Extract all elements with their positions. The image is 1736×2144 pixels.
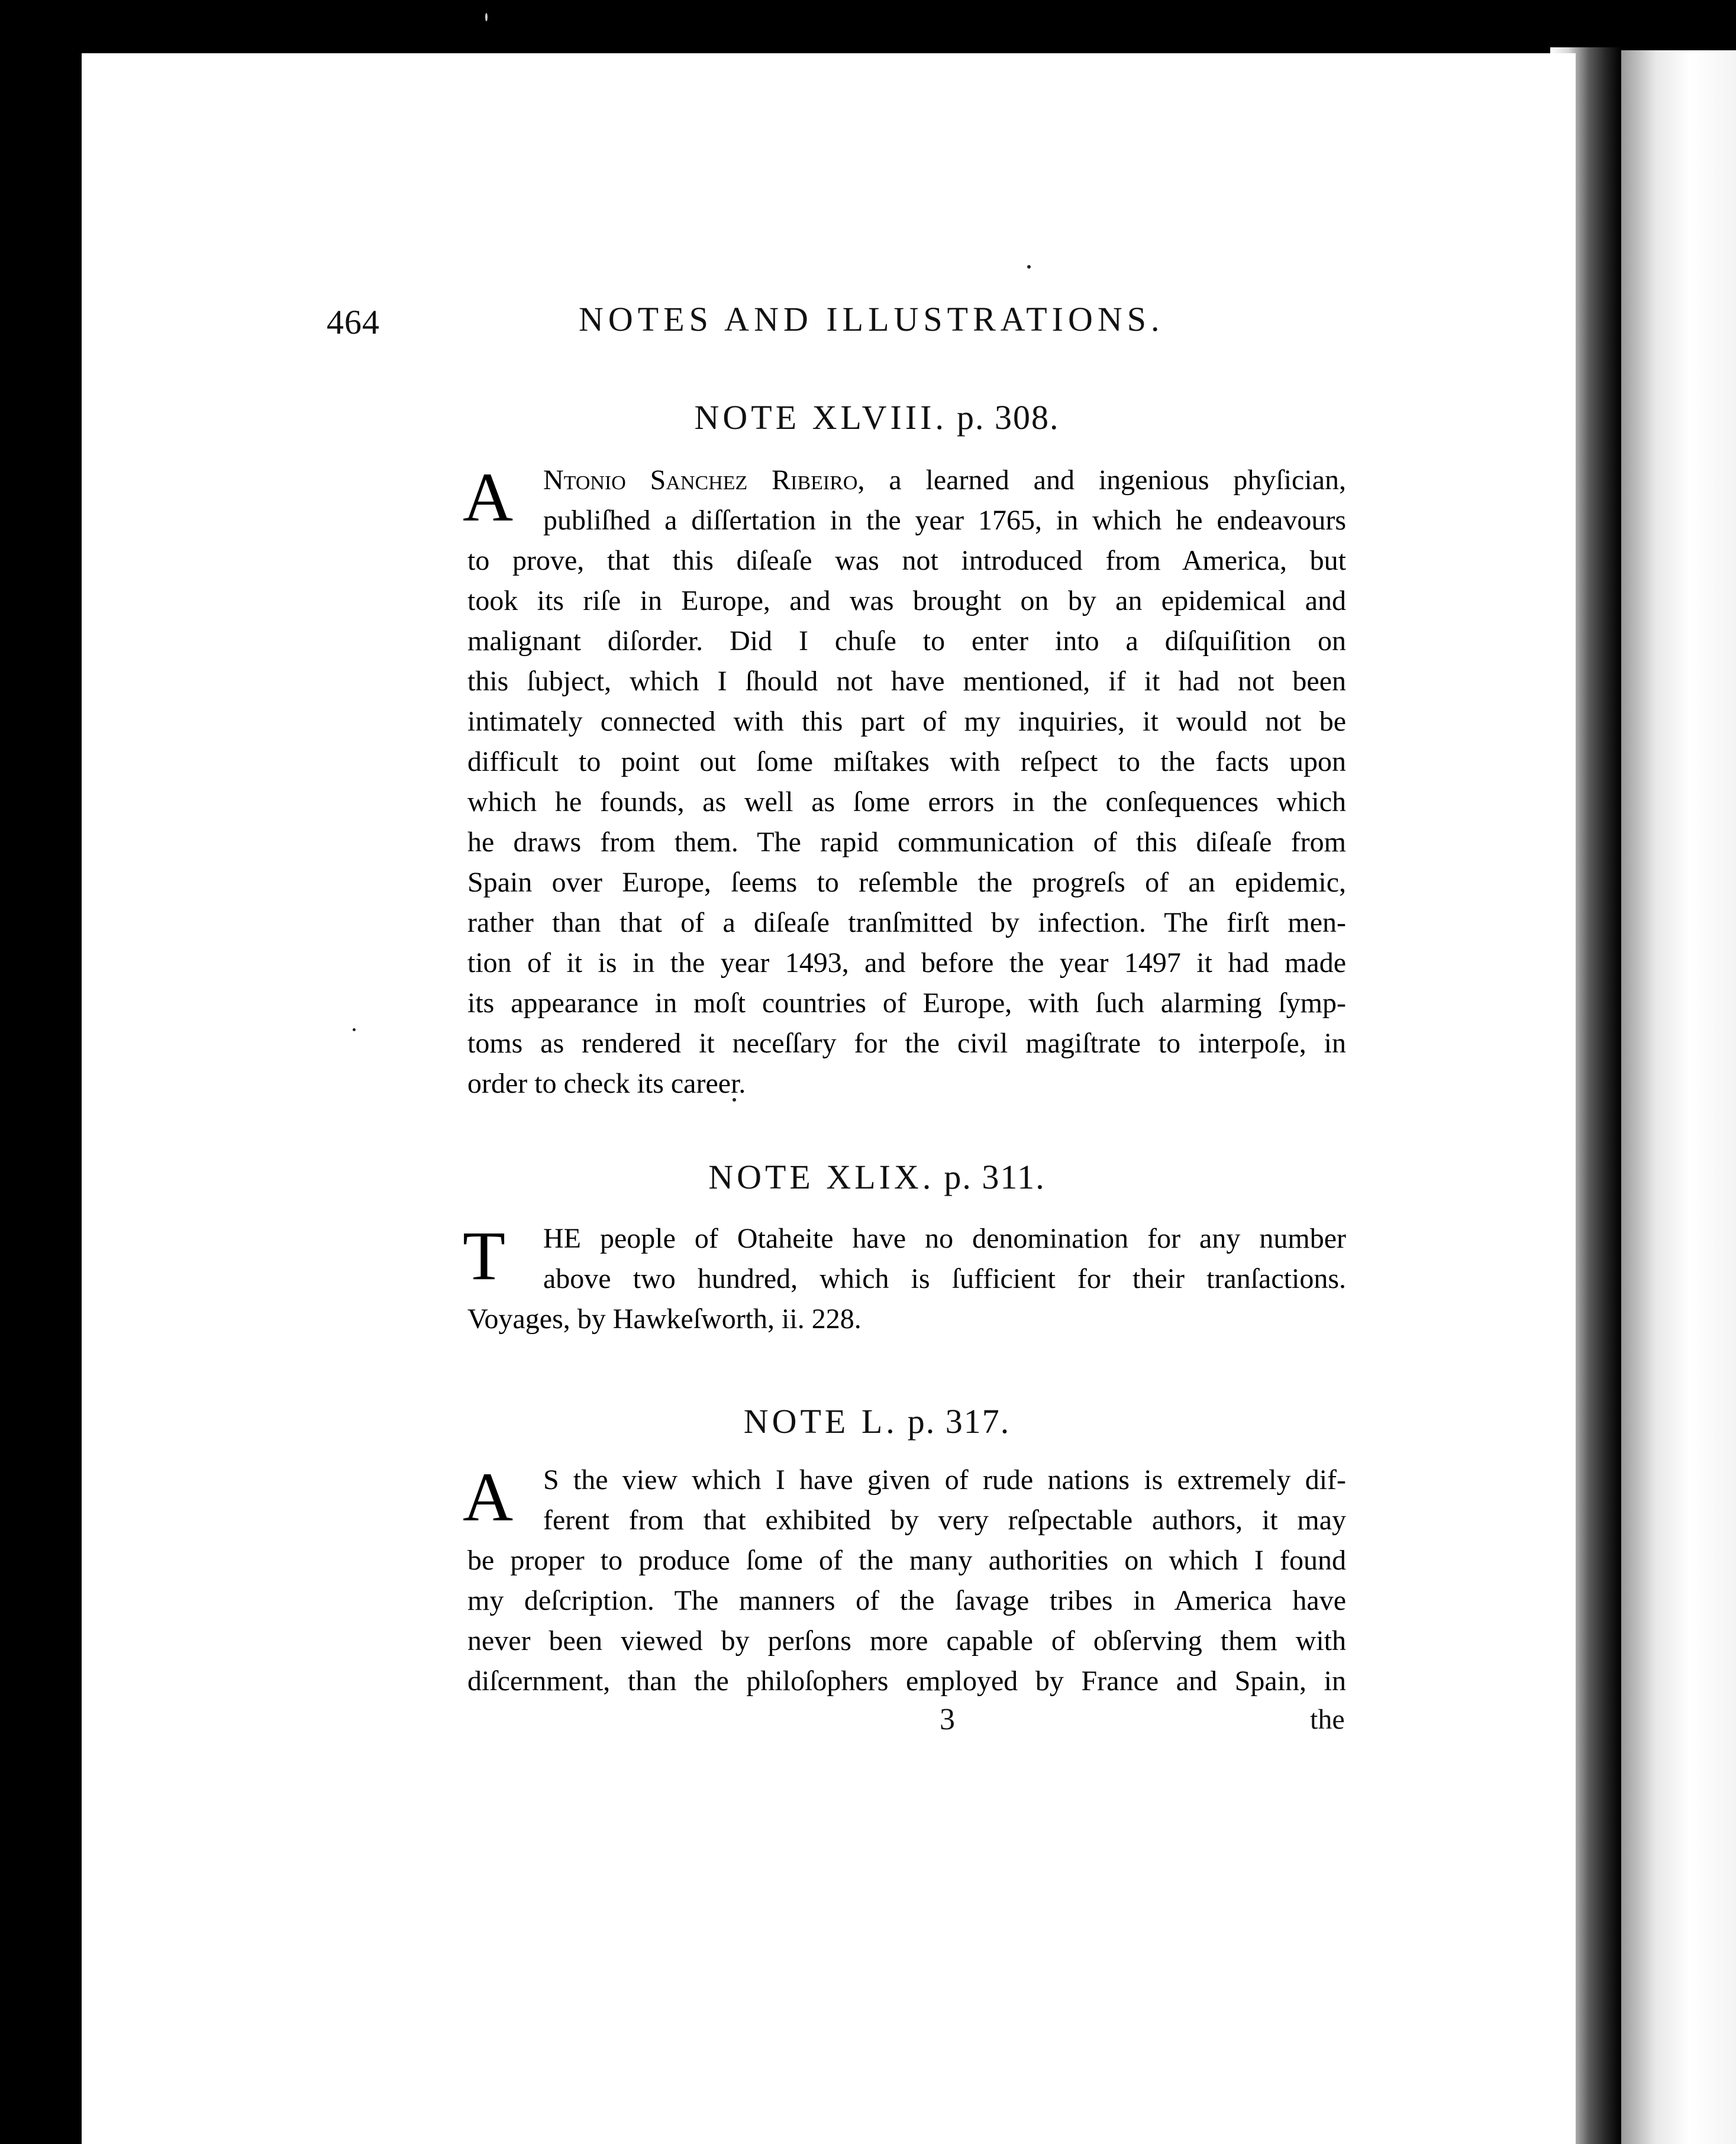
note-title: NOTE XLVIII. bbox=[694, 398, 947, 437]
text-line: difficult to point out ſome miſtakes with reſpect to the facts upon bbox=[467, 746, 1346, 777]
note-title: NOTE XLIX. bbox=[708, 1158, 935, 1196]
ink-speck bbox=[1027, 265, 1031, 269]
drop-cap: A bbox=[463, 458, 514, 536]
note-body bbox=[463, 1217, 1346, 1339]
note-heading bbox=[0, 1398, 1736, 1445]
text-line bbox=[467, 1219, 1346, 1259]
text-run: S bbox=[543, 1464, 559, 1496]
text-line: ferent from that exhibited by very reſpectable authors, it may bbox=[543, 1504, 1346, 1536]
note-title: NOTE L. bbox=[743, 1402, 898, 1441]
text-line bbox=[467, 460, 1346, 501]
ink-speck bbox=[353, 1028, 356, 1031]
text-line: be proper to produce ſome of the many authorities on which I found bbox=[467, 1545, 1346, 1576]
catchword: the bbox=[1310, 1704, 1345, 1735]
text-run: a learned and ingenious phyſician, bbox=[864, 464, 1346, 496]
running-head: NOTES AND ILLUSTRATIONS. bbox=[579, 300, 1164, 338]
text-line: took its riſe in Europe, and was brought on by an epidemical and bbox=[467, 585, 1346, 616]
text-line: he draws from them. The rapid communication of this diſeaſe from bbox=[467, 826, 1346, 858]
text-line: publiſhed a diſſertation in the year 1765, in which he endeavours bbox=[543, 505, 1346, 536]
note-heading bbox=[0, 1154, 1736, 1201]
drop-cap: A bbox=[463, 1458, 514, 1536]
signature-mark: 3 bbox=[940, 1703, 955, 1736]
text-line: intimately connected with this part of my inquiries, it would not be bbox=[467, 706, 1346, 737]
facing-page-edge bbox=[1621, 50, 1736, 2144]
drop-cap: T bbox=[463, 1217, 506, 1294]
note-body bbox=[463, 458, 1346, 1104]
note-body bbox=[463, 1458, 1346, 1701]
text-line: Spain over Europe, ſeems to reſemble the progreſs of an epidemic, bbox=[467, 867, 1346, 898]
text-line: toms as rendered it neceſſary for the civil magiſtrate to interpoſe, in bbox=[467, 1028, 1346, 1059]
page-reference: p. 308. bbox=[956, 398, 1060, 437]
note-heading bbox=[0, 394, 1736, 441]
page-reference: p. 311. bbox=[944, 1158, 1046, 1196]
text-line: above two hundred, which is ſufficient for their tranſactions. bbox=[543, 1263, 1346, 1294]
text-line: which he founds, as well as ſome errors in the conſequences which bbox=[467, 786, 1346, 818]
text-line: tion of it is in the year 1493, and before the year 1497 it had made bbox=[467, 947, 1346, 979]
text-line: diſcernment, than the philoſophers employed by France and Spain, in bbox=[467, 1665, 1346, 1697]
text-line: rather than that of a diſeaſe tranſmitted by infection. The firſt men- bbox=[467, 907, 1346, 938]
text-run: the view which I have given of rude nations is extremely dif- bbox=[559, 1464, 1346, 1496]
text-line: Voyages, by Hawkeſworth, ii. 228. bbox=[467, 1303, 861, 1335]
text-line bbox=[467, 1460, 1346, 1500]
text-line: this ſubject, which I ſhould not have mentioned, if it had not been bbox=[467, 666, 1346, 697]
text-line: its appearance in moſt countries of Europe, with ſuch alarming ſymp- bbox=[467, 987, 1346, 1019]
text-line: malignant diſorder. Did I chuſe to enter into a diſquiſition on bbox=[467, 625, 1346, 657]
text-run: HE bbox=[543, 1223, 581, 1254]
text-line: order to check its career. bbox=[467, 1068, 746, 1099]
page-number: 464 bbox=[327, 303, 380, 341]
author-name: Ntonio Sanchez Ribeiro, bbox=[543, 464, 865, 496]
page-reference: p. 317. bbox=[907, 1402, 1011, 1441]
text-line: my deſcription. The manners of the ſavage tribes in America have bbox=[467, 1585, 1346, 1616]
text-run: people of Otaheite have no denomination for any number bbox=[580, 1223, 1346, 1254]
ink-speck bbox=[485, 13, 488, 21]
text-line: to prove, that this diſeaſe was not introduced from America, but bbox=[467, 545, 1346, 576]
text-line: never been viewed by perſons more capable of obſerving them with bbox=[467, 1625, 1346, 1657]
